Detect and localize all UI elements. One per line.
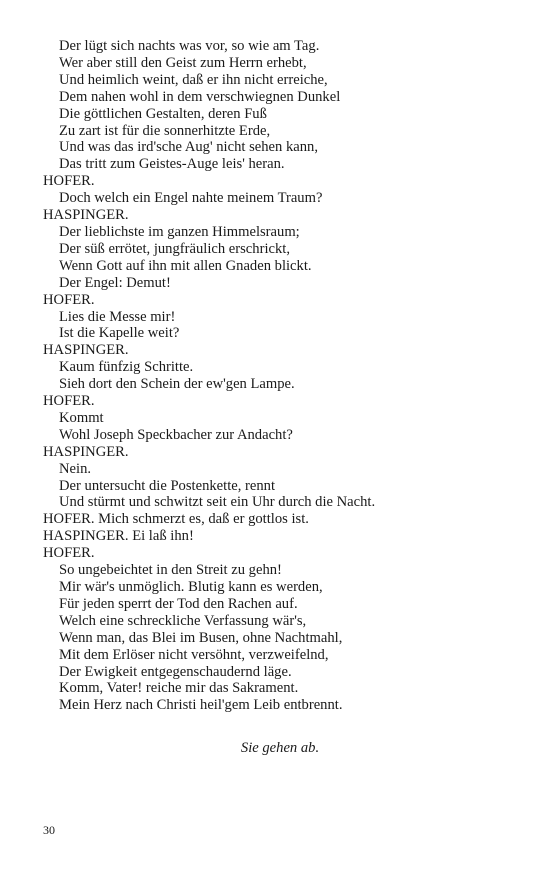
verse-line: Die göttlichen Gestalten, deren Fuß	[59, 105, 267, 122]
drama-text-block	[43, 38, 523, 714]
verse-line: Mit dem Erlöser nicht versöhnt, verzweifelnd,	[59, 646, 329, 663]
verse-line: Nein.	[59, 460, 92, 477]
verse-line: Sieh dort den Schein der ew'gen Lampe.	[59, 376, 295, 393]
verse-line: Komm, Vater! reiche mir das Sakrament.	[59, 680, 299, 697]
speaker-line: HASPINGER.	[43, 342, 129, 359]
page-number: 30	[43, 823, 55, 837]
speaker-line: HASPINGER.	[43, 443, 129, 460]
verse-line: Wohl Joseph Speckbacher zur Andacht?	[59, 426, 293, 443]
speaker-line: HOFER.	[43, 173, 95, 190]
verse-line: Für jeden sperrt der Tod den Rachen auf.	[59, 595, 298, 612]
speaker-line: HOFER. Mich schmerzt es, daß er gottlos ist.	[43, 511, 309, 528]
verse-line: Mein Herz nach Christi heil'gem Leib entbrennt.	[59, 697, 343, 714]
verse-line: Der Ewigkeit entgegenschaudernd läge.	[59, 663, 292, 680]
speaker-line: HASPINGER. Ei laß ihn!	[43, 528, 194, 545]
verse-line: Und stürmt und schwitzt seit ein Uhr durch die Nacht.	[59, 494, 376, 511]
verse-line: Kaum fünfzig Schritte.	[59, 359, 194, 376]
verse-line: Und was das ird'sche Aug' nicht sehen kann,	[59, 139, 318, 156]
verse-line: Der lieblichste im ganzen Himmelsraum;	[59, 223, 300, 240]
verse-line: Der lügt sich nachts was vor, so wie am Tag.	[59, 38, 320, 54]
verse-line: Wer aber still den Geist zum Herrn erhebt,	[59, 54, 307, 71]
speaker-line: HASPINGER.	[43, 207, 129, 224]
verse-line: Mir wär's unmöglich. Blutig kann es werden,	[59, 579, 323, 595]
verse-line: Der untersucht die Postenkette, rennt	[59, 477, 276, 494]
verse-line: Das tritt zum Geistes-Auge leis' heran.	[59, 156, 285, 173]
verse-line: Dem nahen wohl in dem verschwiegnen Dunkel	[59, 88, 341, 105]
speaker-line: HOFER.	[43, 291, 95, 308]
verse-line: Kommt	[59, 409, 104, 426]
verse-line: Lies die Messe mir!	[59, 308, 176, 325]
verse-line: Der Engel: Demut!	[59, 274, 171, 291]
stage-direction: Sie gehen ab.	[240, 740, 320, 756]
verse-line: Der süß errötet, jungfräulich erschrickt,	[59, 240, 290, 257]
speaker-line: HOFER.	[43, 393, 95, 410]
verse-line: Welch eine schreckliche Verfassung wär's,	[59, 612, 307, 629]
verse-line: Wenn man, das Blei im Busen, ohne Nachtmahl,	[59, 629, 343, 646]
verse-line: Und heimlich weint, daß er ihn nicht erreiche,	[59, 71, 328, 88]
verse-line: Wenn Gott auf ihn mit allen Gnaden blickt.	[59, 257, 312, 274]
verse-line: So ungebeichtet in den Streit zu gehn!	[59, 562, 282, 579]
speaker-line: HOFER.	[43, 545, 95, 562]
verse-line: Ist die Kapelle weit?	[59, 325, 180, 342]
verse-line: Zu zart ist für die sonnerhitzte Erde,	[59, 122, 271, 139]
verse-line: Doch welch ein Engel nahte meinem Traum?	[59, 190, 323, 207]
